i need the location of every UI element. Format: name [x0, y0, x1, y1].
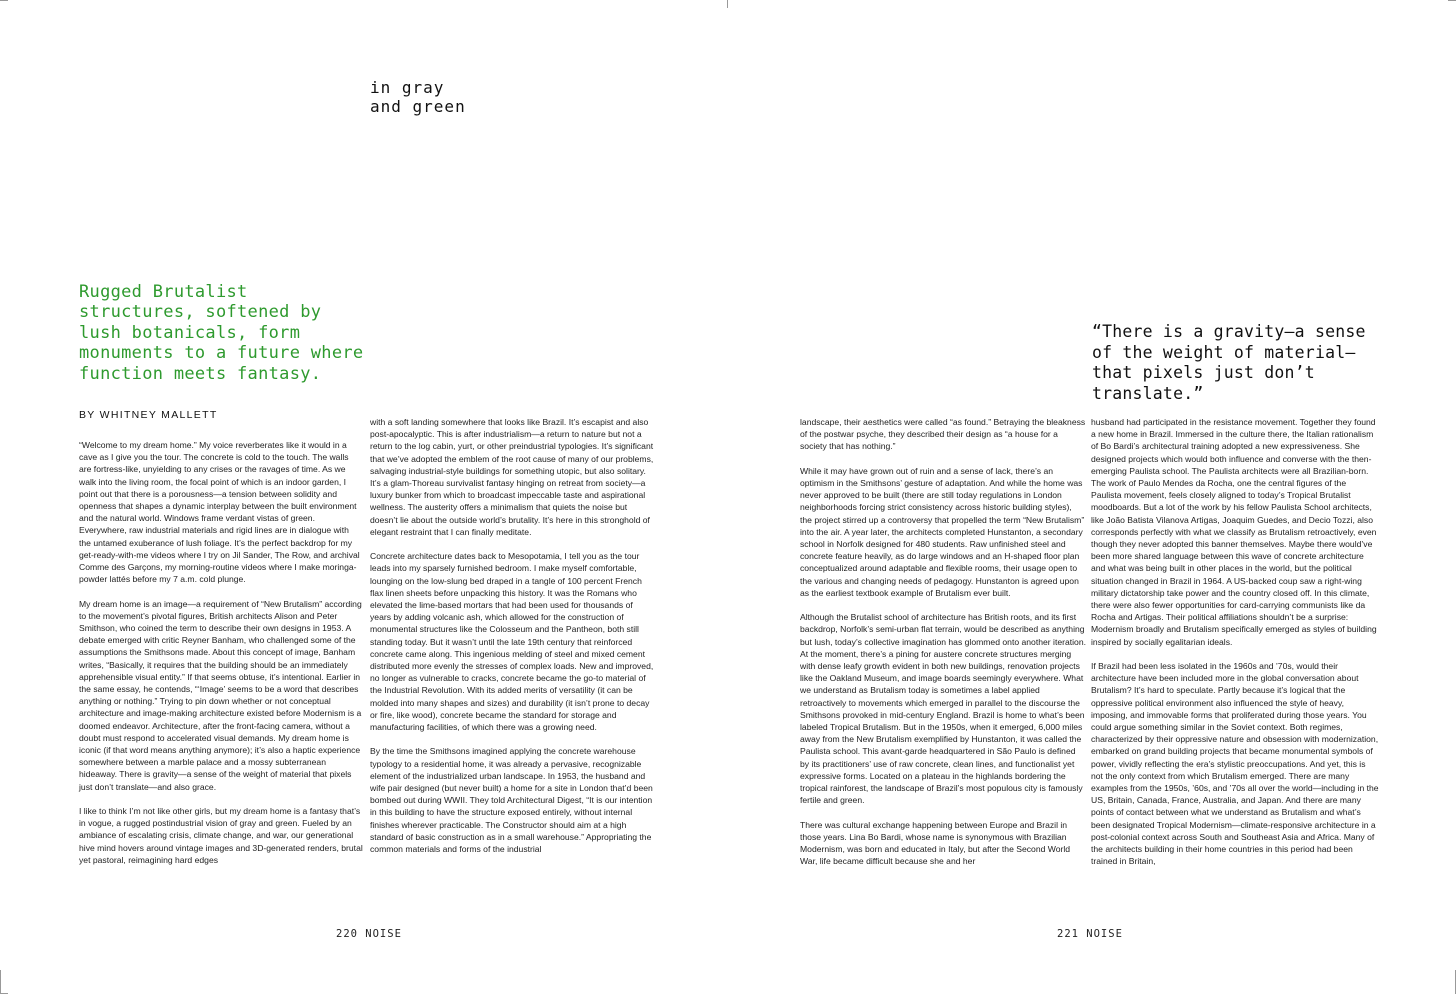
- pull-quote: “There is a gravity—a sense of the weight of material—that pixels just don’t translate.”: [1092, 322, 1366, 403]
- paragraph: Although the Brutalist school of architecture has British roots, and its first backdrop, Norfolk’s semi-urban flat terrain, would be described as anything but lush, today’s collective imagination has glommed onto another iteration. At the moment, there’s a pining for austere concrete structures merging with dense leafy growth evident in both new buildings, renovation projects like the Oakland Museum, and image boards seemingly everywhere. What we understand as Brutalism today is sometimes a label applied retroactively to movements which emerged in parallel to the discourse the Smithsons provoked in mid-century England. Brazil is home to what’s been labeled Tropical Brutalism. But in the 1950s, when it emerged, 6,000 miles away from the New Brutalism exemplified by Hunstanton, it was called the Paulista school. This avant-garde headquartered in São Paulo is defined by its practitioners’ use of raw concrete, clean lines, and functionalist yet expressive forms. Located on a plateau in the highlands bordering the tropical rainforest, the landscape of Brazil’s most populous city is famously fertile and green.: [800, 612, 1086, 806]
- article-deck: Rugged Brutalist structures, softened by lush botanicals, form monuments to a future where function meets fantasy.: [79, 282, 364, 384]
- paragraph: There was cultural exchange happening between Europe and Brazil in those years. Lina Bo Bardi, whose name is synonymous with Brazilian Modernism, was born and educated in Italy, but after the Second World War, life became difficult because she and her: [800, 819, 1071, 867]
- paragraph: Concrete architecture dates back to Mesopotamia, I tell you as the tour leads into my sparsely furnished bedroom. I make myself comfortable, lounging on the low-slung bed draped in a tangle of 100 percent French flax linen sheets before unpacking this history. It was the Romans who elevated the lime-based mortars that had been used for thousands of years by adding volcanic ash, which allowed for the construction of monumental structures like the Colosseum and the Pantheon, both still standing today. But it wasn’t until the late 19th century that reinforced concrete came along. This ingenious melding of steel and mixed cement distributed more evenly the stresses of complex loads. New and improved, no longer as vulnerable to cracks, concrete became the go-to material of the Industrial Revolution. With its added merits of versatility (it can be molded into many shapes and sizes) and durability (it isn’t prone to decay or fire, like wood), concrete became the standard for storage and manufacturing facilities, of which there was a growing need.: [370, 551, 654, 733]
- right-column-2: [1091, 416, 1379, 880]
- paragraph: with a soft landing somewhere that looks like Brazil. It’s escapist and also post-apocalyptic. This is after industrialism—a return to nature but not a return to the log cabin, yurt, or other preindustrial typologies. It’s significant that we’ve adopted the emblem of the root cause of many of our problems, salvaging industrial-style buildings for something utopic, but also solitary. It’s a glam-Thoreau survivalist fantasy hinging on retreat from society—a luxury bunker from which to broadcast impeccable taste and aspirational wellness. The austerity offers a minimalism that quiets the noise but doesn’t lie about the outside world’s brutality. It’s here in this stronghold of elegant restraint that I can finally meditate.: [370, 417, 654, 537]
- article-title-line-1: in gray: [370, 78, 445, 97]
- paragraph: If Brazil had been less isolated in the 1960s and ’70s, would their architecture have been included more in the global conversation about Brutalism? It’s hard to speculate. Partly because it’s logical that the oppressive political environment also influenced the style of heavy, imposing, and immovable forms that proliferated during those years. You could argue something similar in the Soviet context. Both regimes, characterized by their oppressive nature and obsession with modernization, embarked on grand building projects that became monumental symbols of power, vividly reflecting the era’s stylistic preoccupations. And yet, this is not the only context from which Brutalism emerged. There are many examples from the 1950s, ’60s, and ’70s all over the world—including in the US, Britain, Canada, France, Australia, and Japan. And there are many points of contact between what we understand as Brutalism and what’s been designated Tropical Modernism—climate-responsive architecture in a post-colonial context across South and Southeast Asia and Africa. Many of the architects building in their home countries in this period had been trained in Britain,: [1091, 661, 1379, 867]
- crop-mark-top-right: [1448, 0, 1456, 1]
- left-column-1: [79, 439, 363, 878]
- folio-left: 220 NOISE: [336, 928, 402, 940]
- article-title: [370, 78, 466, 116]
- byline: BY WHITNEY MALLETT: [79, 409, 218, 421]
- crop-mark-top-left: [0, 0, 8, 1]
- crop-mark-bottom-left: [0, 970, 1, 994]
- paragraph: landscape, their aesthetics were called “as found.” Betraying the bleakness of the postwar psyche, they described their design as “a house for a society that has nothing.”: [800, 417, 1086, 452]
- paragraph: husband had participated in the resistance movement. Together they found a new home in Brazil. Immersed in the culture there, the Italian rationalism of Bo Bardi’s architectural training adopted a new expressiveness. She designed projects which would both influence and converse with the then-emerging Paulista school. The Paulista architects were all Brazilian-born. The work of Paulo Mendes da Rocha, one the central figures of the Paulista movement, feels closely aligned to today’s Tropical Brutalist moodboards. But a lot of the work by his fellow Paulista School architects, like João Batista Vilanova Artigas, Joaquim Guedes, and Decio Tozzi, also corresponds perfectly with what we classify as Brutalism retroactively, even though they never adopted this banner themselves. Maybe there would’ve been more shared language between this wave of concrete architecture and what was being built in other places in the world, but the political situation changed in Brazil in 1964. A US-backed coup saw a right-wing military dictatorship take power and the country closed off. In this climate, there were also fewer opportunities for card-carrying communists like da Rocha and Artigas. Their political affiliations shouldn’t be a surprise: Modernism broadly and Brutalism specifically emerged as styles of building inspired by socially egalitarian ideals.: [1091, 417, 1377, 647]
- right-page: [728, 0, 1456, 994]
- left-column-2: [370, 416, 654, 867]
- folio-right: 221 NOISE: [1057, 928, 1123, 940]
- article-title-line-2: and green: [370, 97, 466, 116]
- paragraph: My dream home is an image—a requirement of “New Brutalism” according to the movement’s pivotal figures, British architects Alison and Peter Smithson, who coined the term to describe their own designs in 1953. A debate emerged with critic Reyner Banham, who challenged some of the assumptions the Smithsons made. About this concept of image, Banham writes, “Basically, it requires that the building should be an immediately apprehensible visual entity.” If that seems obtuse, it’s intentional. Earlier in the same essay, he contends, “‘Image’ seems to be a word that describes anything or nothing.” Trying to pin down whether or not conceptual architecture and image-making architecture existed before Modernism is a doomed endeavor. Architecture, after the front-facing camera, without a doubt must respond to accelerated visual demands. My dream home is iconic (if that word means anything anymore); it’s also a haptic experience somewhere between a marble palace and a mossy subterranean hideaway. There is gravity—a sense of the weight of material that pixels just don’t translate—and also grace.: [79, 598, 362, 792]
- right-column-1: [800, 416, 1086, 880]
- paragraph: I like to think I’m not like other girls, but my dream home is a fantasy that’s in vogue, a rugged postindustrial vision of gray and green. Fueled by an ambiance of escalating crisis, climate change, and war, our generational hive mind hovers around vintage images and 3D-generated renders, brutal yet pastoral, reimagining hard edges: [79, 806, 363, 865]
- paragraph: By the time the Smithsons imagined applying the concrete warehouse typology to a residential home, it was already a pervasive, recognizable element of the industrialized urban landscape. In 1953, the husband and wife pair designed (but never built) a home for a site in London that’d been bombed out during WWII. They told Architectural Digest, “It is our intention in this building to have the structure exposed entirely, without internal finishes wherever practicable. The Constructor should aim at a high standard of basic construction as in a small warehouse.” Appropriating the common materials and forms of the industrial: [370, 746, 653, 855]
- paragraph: “Welcome to my dream home.” My voice reverberates like it would in a cave as I give you the tour. The concrete is cold to the touch. The walls are fortress-like, unyielding to any crises or the ravages of time. As we walk into the living room, the focal point of which is an indoor garden, I point out that there is a porousness—a tension between solidity and openness that shapes a dynamic interplay between the built environment and the natural world. Windows frame verdant vistas of green. Everywhere, raw industrial materials and rigid lines are in dialogue with the untamed exuberance of lush foliage. It’s the perfect backdrop for my get-ready-with-me videos where I try on Jil Sander, The Row, and archival Comme des Garçons, my morning-routine videos where I make moringa-powder lattés before my 7 a.m. cold plunge.: [79, 440, 360, 585]
- paragraph: While it may have grown out of ruin and a sense of lack, there’s an optimism in the Smithsons’ gesture of adaptation. And while the home was never approved to be built (there are still today regulations in London neighborhoods forcing strict consistency across historic building styles), the project stirred up a controversy that propelled the term “New Brutalism” into the air. A year later, the architects completed Hunstanton, a secondary school in Norfolk designed for 480 students. Raw unfinished steel and concrete feature heavily, as do large windows and an H-shaped floor plan conceptualized around adaptable and flexible rooms, their usage open to the various and changing needs of pedagogy. Hunstanton is agreed upon as the earliest textbook example of Brutalism ever built.: [800, 465, 1085, 598]
